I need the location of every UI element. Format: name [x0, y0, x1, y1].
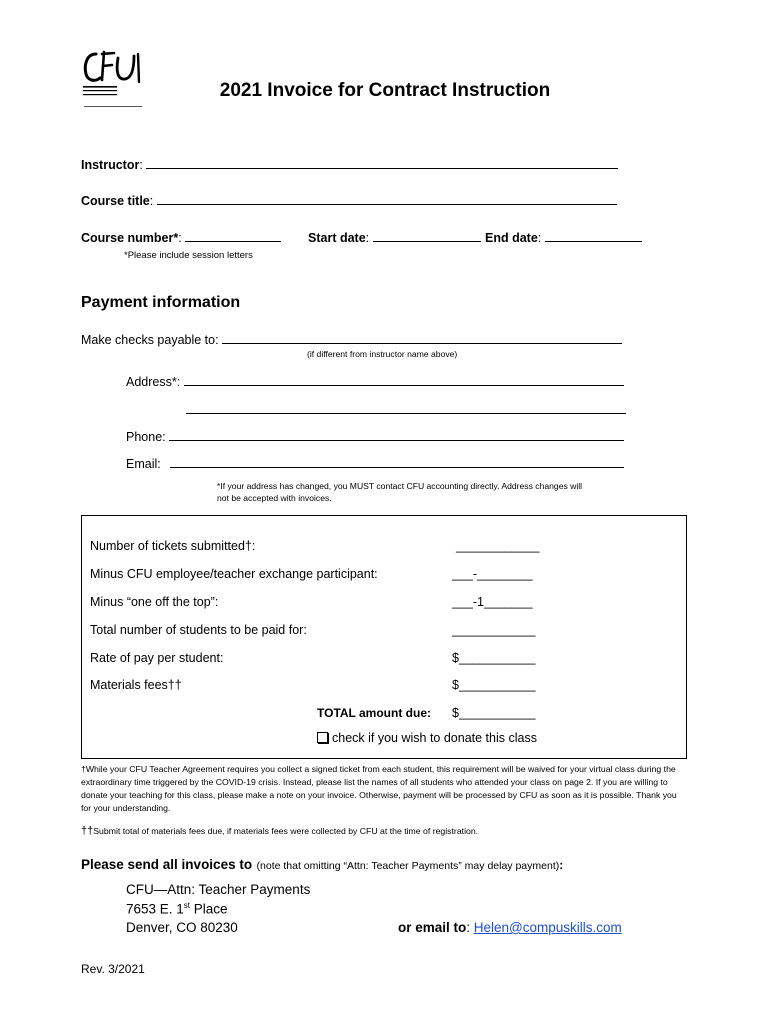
course-number-label: Course number* [81, 231, 179, 245]
total-students-value[interactable]: ____________ [452, 623, 536, 637]
send-heading: Please send all invoices to [81, 857, 253, 872]
course-title-field: Course title: [81, 192, 617, 208]
mail-address-line-3: Denver, CO 80230 [126, 920, 238, 935]
total-due-label: TOTAL amount due: [317, 706, 431, 720]
payment-heading: Payment information [81, 294, 241, 311]
address-field [126, 373, 624, 389]
address-line-2[interactable] [186, 401, 626, 414]
end-date-label: End date [485, 231, 538, 245]
employee-label: Minus CFU employee/teacher exchange participant: [90, 567, 378, 581]
start-date-field: Start date: [308, 229, 481, 245]
payable-line[interactable] [222, 331, 622, 344]
end-date-field: End date: [485, 229, 642, 245]
one-off-label: Minus “one off the top”: [90, 595, 219, 609]
donate-checkbox[interactable] [317, 732, 328, 743]
rate-label: Rate of pay per student: [90, 651, 224, 665]
instructor-label: Instructor [81, 158, 140, 172]
tickets-value[interactable]: ____________ [456, 539, 540, 553]
materials-value[interactable]: $___________ [452, 678, 536, 692]
one-off-value[interactable]: ___-1_______ [452, 595, 533, 609]
tickets-label: Number of tickets submitted†: [90, 539, 256, 553]
payable-note: (if different from instructor name above) [307, 349, 458, 359]
address-label: Address*: [126, 375, 181, 389]
send-heading-row: Please send all invoices to (note that omitting “Attn: Teacher Payments” may delay payment): [81, 857, 564, 872]
email-row: or email to: Helen@compuskills.com [398, 920, 622, 935]
total-students-label: Total number of students to be paid for: [90, 623, 307, 637]
address-note-2: not be accepted with invoices. [217, 493, 332, 503]
materials-label: Materials fees†† [90, 678, 182, 692]
revision: Rev. 3/2021 [81, 962, 145, 976]
start-date-label: Start date [308, 231, 366, 245]
course-title-label: Course title [81, 194, 150, 208]
email-line[interactable] [170, 455, 624, 468]
payable-label: Make checks payable to: [81, 333, 219, 347]
email-field [126, 455, 624, 471]
donate-option[interactable] [317, 731, 537, 745]
start-date-line[interactable] [373, 229, 481, 242]
rate-value[interactable]: $___________ [452, 651, 536, 665]
payable-field [81, 331, 622, 347]
mail-address-line-2: 7653 E. 1st Place [126, 901, 228, 917]
page-title: 2021 Invoice for Contract Instruction [219, 80, 551, 101]
instructor-line[interactable] [146, 156, 618, 169]
address-note-1: *If your address has changed, you MUST contact CFU accounting directly. Address changes will [217, 481, 583, 491]
address-field-2 [186, 401, 626, 417]
session-note: *Please include session letters [124, 250, 253, 261]
phone-line[interactable] [169, 428, 624, 441]
double-dagger-footnote [81, 825, 478, 837]
instructor-field: Instructor: [81, 156, 618, 172]
employee-value[interactable]: ___-________ [452, 567, 533, 581]
phone-field [126, 428, 624, 444]
address-line-1[interactable] [184, 373, 624, 386]
email-link[interactable]: Helen@compuskills.com [473, 920, 622, 935]
double-dagger-text: Submit total of materials fees due, if materials fees were collected by CFU at the time of registration. [93, 826, 479, 836]
email-label-send: or email to [398, 920, 467, 935]
double-dagger-mark: †† [81, 825, 94, 837]
total-due-value[interactable]: $___________ [452, 706, 536, 720]
send-note: (note that omitting “Attn: Teacher Payments” may delay payment) [256, 860, 560, 872]
mail-address-line-1: CFU—Attn: Teacher Payments [126, 882, 311, 897]
phone-label: Phone: [126, 430, 166, 444]
course-number-field: Course number*: [81, 229, 281, 245]
donate-label: check if you wish to donate this class [332, 731, 537, 745]
course-title-line[interactable] [157, 192, 617, 205]
email-label: Email: [126, 457, 161, 471]
course-number-line[interactable] [185, 229, 281, 242]
dagger-footnote: †While your CFU Teacher Agreement requires you collect a signed ticket from each student, this requirement will be waived for your virtual class during the extraordinary time triggered by the COVID-19 crisis. Instead, please list the names of all students who attended your class on page 2. If you are willing to donate your teaching for this class, please make a note on your invoice. Otherwise, payment will be processed by CFU as soon as it is possible. Thank you for your understanding. [81, 764, 677, 813]
end-date-line[interactable] [545, 229, 642, 242]
